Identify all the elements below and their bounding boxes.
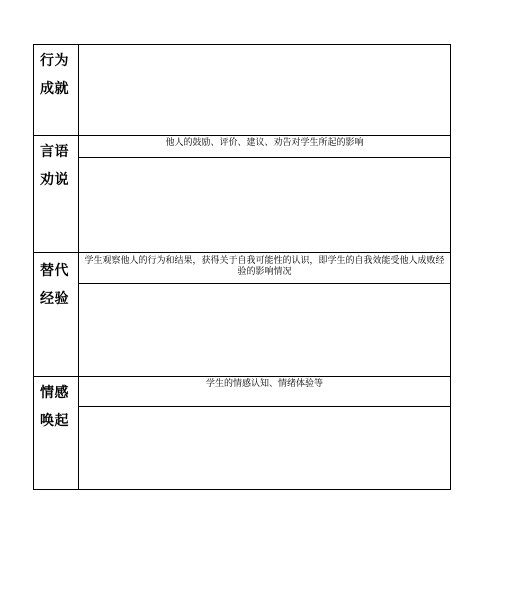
self-efficacy-table bbox=[33, 44, 451, 490]
row-label-cell bbox=[34, 45, 79, 135]
input-area[interactable] bbox=[79, 407, 450, 489]
input-area[interactable] bbox=[79, 45, 450, 135]
row-label-cell bbox=[34, 253, 79, 376]
row-label-line-2: 成就 bbox=[40, 81, 69, 97]
row-label-line-2: 唤起 bbox=[40, 413, 69, 429]
row-description: 学生的情感认知、情绪体验等 bbox=[79, 377, 450, 407]
row-label-line-1: 行为 bbox=[40, 53, 69, 69]
row-label-line-1: 言语 bbox=[40, 144, 69, 160]
input-area[interactable] bbox=[79, 158, 450, 252]
table-row-verbal-persuasion bbox=[34, 135, 450, 252]
row-label-line-2: 劝说 bbox=[40, 172, 69, 188]
row-label-line-1: 替代 bbox=[40, 263, 69, 279]
row-content-cell bbox=[79, 45, 450, 135]
table-row-emotional-arousal bbox=[34, 376, 450, 489]
row-content-cell bbox=[79, 377, 450, 489]
row-description: 他人的鼓励、评价、建议、劝告对学生所起的影响 bbox=[79, 136, 450, 158]
row-label-line-1: 情感 bbox=[40, 385, 69, 401]
table-row-behavior-achievement bbox=[34, 45, 450, 135]
input-area[interactable] bbox=[79, 284, 450, 376]
table-row-vicarious-experience bbox=[34, 252, 450, 376]
row-label-line-2: 经验 bbox=[40, 291, 69, 307]
row-label-cell bbox=[34, 377, 79, 489]
row-content-cell bbox=[79, 136, 450, 252]
row-description: 学生观察他人的行为和结果，获得关于自我可能性的认识，即学生的自我效能受他人成败经验的影响情况 bbox=[79, 253, 450, 284]
row-content-cell bbox=[79, 253, 450, 376]
row-label-cell bbox=[34, 136, 79, 252]
